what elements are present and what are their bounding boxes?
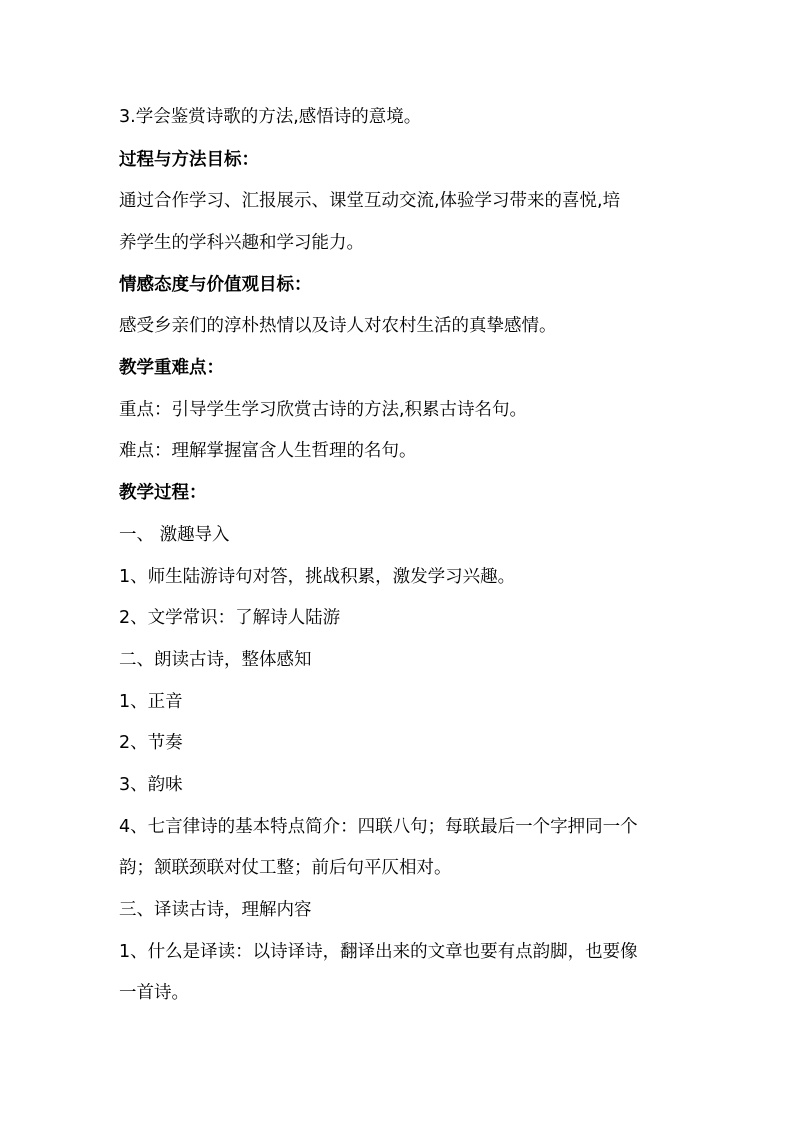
process-method-heading: 过程与方法目标：	[119, 150, 259, 170]
section-2-item-2: 2、节奏	[119, 733, 183, 753]
section-3-item-1-line-1: 1、什么是译读：以诗译诗，翻译出来的文章也要有点韵脚，也要像	[119, 942, 638, 962]
process-method-text-line-2: 养学生的学科兴趣和学习能力。	[119, 233, 364, 253]
objective-3-line: 3.学会鉴赏诗歌的方法,感悟诗的意境。	[119, 107, 422, 127]
section-2-item-4-line-1: 4、七言律诗的基本特点简介：四联八句；每联最后一个字押同一个	[119, 817, 638, 837]
difficulty-text: 难点：理解掌握富含人生哲理的名句。	[119, 441, 417, 461]
section-1-item-2: 2、文学常识：了解诗人陆游	[119, 608, 341, 628]
process-method-text-line-1: 通过合作学习、汇报展示、课堂互动交流,体验学习带来的喜悦,培	[119, 191, 621, 211]
section-2-title: 二、朗读古诗，整体感知	[119, 650, 312, 670]
section-3-title: 三、译读古诗，理解内容	[119, 900, 312, 920]
section-1-item-1: 1、师生陆游诗句对答，挑战积累，激发学习兴趣。	[119, 567, 516, 587]
key-difficulty-heading: 教学重难点：	[119, 358, 224, 378]
teaching-process-heading: 教学过程：	[119, 483, 207, 503]
emotion-values-text: 感受乡亲们的淳朴热情以及诗人对农村生活的真挚感情。	[119, 316, 557, 336]
section-2-item-1: 1、正音	[119, 692, 183, 712]
section-3-item-1-line-2: 一首诗。	[119, 983, 189, 1003]
emotion-values-heading: 情感态度与价值观目标：	[119, 275, 312, 295]
section-2-item-3: 3、韵味	[119, 775, 183, 795]
section-2-item-4-line-2: 韵；颔联颈联对仗工整；前后句平仄相对。	[119, 858, 452, 878]
section-1-title: 一、 激趣导入	[119, 525, 230, 545]
key-point-text: 重点：引导学生学习欣赏古诗的方法,积累古诗名句。	[119, 400, 528, 420]
